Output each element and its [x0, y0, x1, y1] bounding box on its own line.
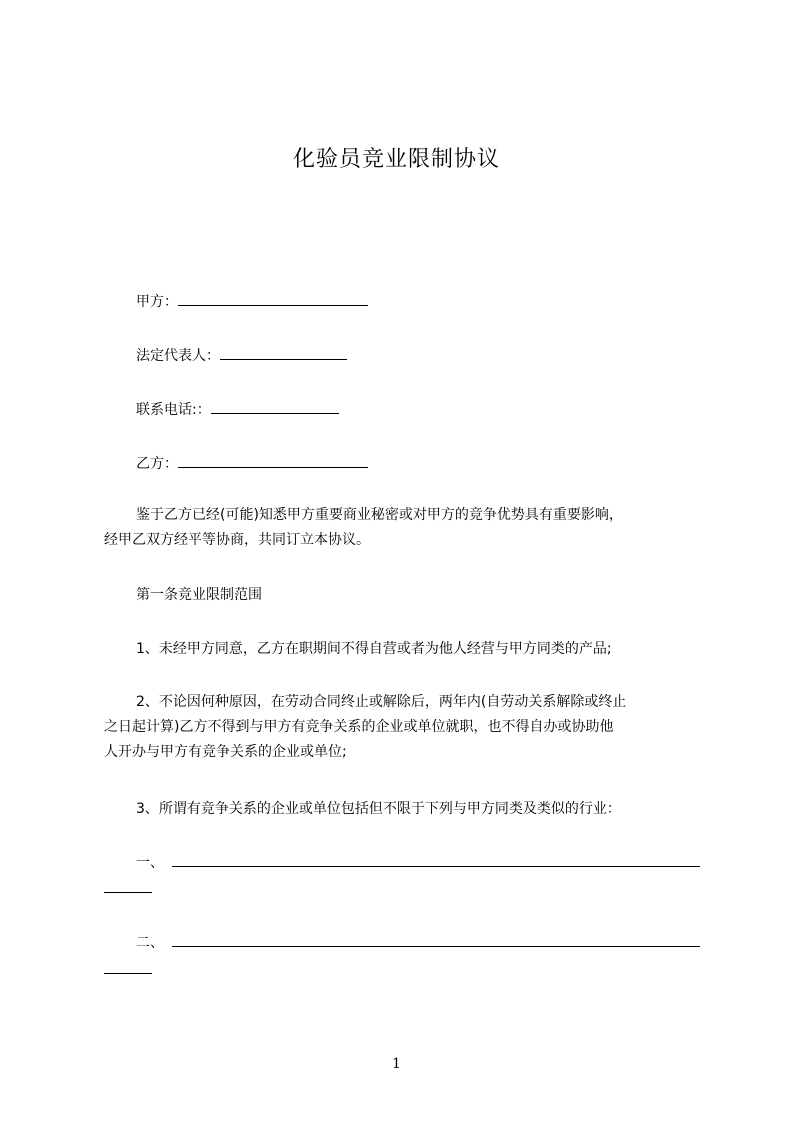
- party-b-field: [136, 453, 368, 473]
- article-1-heading-text: 第一条竞业限制范围: [136, 587, 262, 603]
- clause-1: [104, 637, 700, 662]
- legal-rep-field: [136, 345, 347, 365]
- party-a-label: 甲方：: [136, 294, 178, 310]
- item-1-blank-line[interactable]: [172, 866, 700, 867]
- preamble-line-1: 鉴于乙方已经(可能)知悉甲方重要商业秘密或对甲方的竞争优势具有重要影响，: [136, 507, 623, 523]
- legal-rep-blank-line[interactable]: [220, 346, 347, 360]
- clause-3-text: 3、所谓有竞争关系的企业或单位包括但不限于下列与甲方同类及类似的行业：: [136, 801, 621, 817]
- item-1-blank-line-continued[interactable]: [104, 892, 152, 893]
- legal-rep-label: 法定代表人：: [136, 348, 220, 364]
- preamble-line-2: 经甲乙双方经平等协商，共同订立本协议。: [104, 532, 370, 548]
- phone-blank-line[interactable]: [211, 400, 339, 414]
- clause-2-line-1: 2、不论因何种原因，在劳动合同终止或解除后，两年内(自劳动关系解除或终止: [136, 694, 627, 710]
- party-b-blank-line[interactable]: [178, 454, 368, 468]
- party-a-blank-line[interactable]: [178, 292, 368, 306]
- party-a-field: [136, 291, 368, 311]
- phone-field: [136, 399, 339, 419]
- document-title: 化验员竞业限制协议: [292, 147, 500, 172]
- clause-2-line-3: 人开办与甲方有竞争关系的企业或单位;: [104, 744, 347, 760]
- item-1-label: 一、: [136, 855, 164, 871]
- page-number: 1: [392, 1056, 401, 1072]
- phone-label: 联系电话:：: [136, 402, 211, 418]
- clause-3: [104, 797, 700, 822]
- item-2-label: 二、: [136, 935, 164, 951]
- clause-2: [104, 690, 700, 765]
- preamble-paragraph: [104, 503, 700, 553]
- clause-1-text: 1、未经甲方同意，乙方在职期间不得自营或者为他人经营与甲方同类的产品;: [136, 641, 612, 657]
- item-2-blank-line-continued[interactable]: [104, 973, 152, 974]
- clause-2-line-2: 之日起计算)乙方不得到与甲方有竞争关系的企业或单位就职，也不得自办或协助他: [104, 719, 614, 735]
- item-2-blank-line[interactable]: [172, 946, 700, 947]
- party-b-label: 乙方：: [136, 456, 178, 472]
- article-1-heading: [104, 583, 700, 608]
